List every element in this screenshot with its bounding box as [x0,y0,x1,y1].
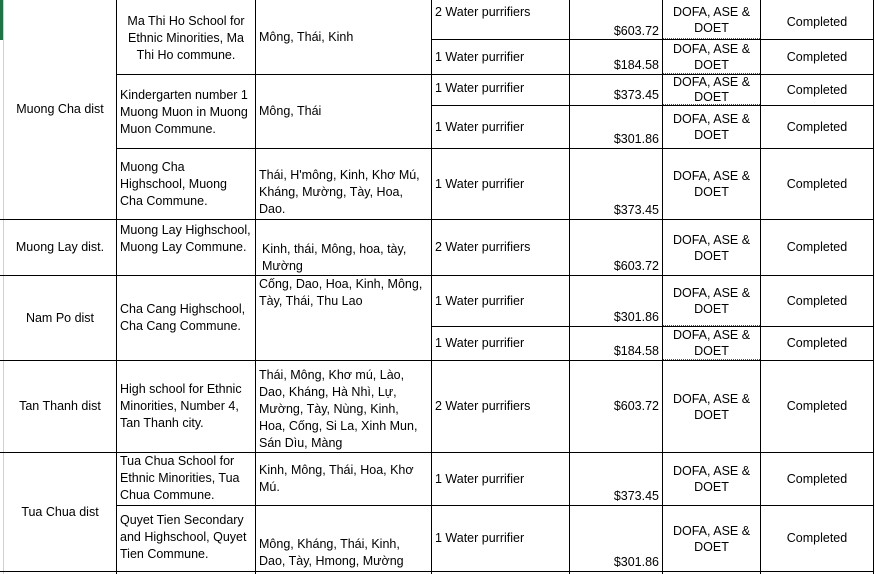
ethnic-cell[interactable]: Mông, Thái, Kinh [259,29,354,44]
item-cell[interactable]: 1 Water purrifier [435,176,525,191]
status-cell[interactable]: Completed [786,50,848,64]
cost-cell[interactable]: $373.45 [613,88,659,102]
item-cell[interactable]: 1 Water purrifier [435,119,525,134]
partner-cell[interactable]: DOFA, ASE & DOET [672,169,751,199]
partner-cell[interactable]: DOFA, ASE & DOET [672,464,751,494]
status-cell[interactable]: Completed [786,531,848,545]
cost-cell[interactable]: $184.58 [613,344,659,358]
item-cell[interactable]: 1 Water purrifier [435,336,525,350]
cost-cell[interactable]: $373.45 [613,489,659,503]
partner-cell[interactable]: DOFA, ASE & DOET [672,232,751,263]
school-cell[interactable]: Muong Cha Highschool, Muong Cha Commune. [120,160,228,208]
cost-cell[interactable]: $373.45 [613,203,659,217]
ethnic-cell[interactable]: Kinh, Mông, Thái, Hoa, Khơ Mú. [259,463,414,494]
partner-cell[interactable]: DOFA, ASE & DOET [672,4,751,35]
cost-cell[interactable]: $184.58 [613,58,659,72]
status-cell[interactable]: Completed [786,82,848,97]
partner-cell[interactable]: DOFA, ASE & DOET [672,286,751,316]
partner-cell[interactable]: DOFA, ASE & DOET [672,523,751,554]
cost-cell[interactable]: $603.72 [613,259,659,273]
district-cell[interactable]: Nam Po dist [25,310,95,325]
status-cell[interactable]: Completed [786,336,848,350]
ethnic-cell[interactable]: Mông, Thái [259,104,322,118]
status-cell[interactable]: Completed [786,293,848,308]
item-cell[interactable]: 1 Water purrifier [435,49,525,64]
grid-line [873,0,874,574]
ethnic-cell[interactable]: Thái, Mông, Khơ mú, Lào, Dao, Kháng, Hà Nhì, Lự, Mường, Tày, Nùng, Kinh, Hoa, Cống, Si La, Xinh Mun, Sán Dìu, Màng [259,368,418,450]
cost-cell[interactable]: $603.72 [613,399,659,413]
school-cell[interactable]: Tua Chua School for Ethnic Minorities, Tua Chua Commune. [120,454,240,502]
school-cell[interactable]: Muong Lay Highschool, Muong Lay Commune. [120,223,251,254]
district-cell[interactable]: Muong Lay dist. [15,240,105,254]
status-cell[interactable]: Completed [786,119,848,134]
school-cell[interactable]: High school for Ethnic Minorities, Number 4, Tan Thanh city. [120,382,242,430]
school-cell[interactable]: Quyet Tien Secondary and Highschool, Quyet Tien Commune. [120,513,247,561]
item-cell[interactable]: 1 Water purrifier [435,531,525,545]
partner-cell[interactable]: DOFA, ASE & DOET [672,41,751,72]
status-cell[interactable]: Completed [786,399,848,413]
cost-cell[interactable]: $301.86 [613,132,659,146]
district-cell[interactable]: Tua Chua dist [21,504,99,519]
status-cell[interactable]: Completed [786,14,848,29]
cost-cell[interactable]: $603.72 [613,24,659,38]
status-cell[interactable]: Completed [786,176,848,191]
partner-cell[interactable]: DOFA, ASE & DOET [672,74,751,104]
district-cell[interactable]: Muong Cha dist [16,102,104,116]
ethnic-cell[interactable]: Mông, Kháng, Thái, Kinh, Dao, Tày, Hmong, Mường [259,537,404,568]
item-cell[interactable]: 1 Water purrifier [435,81,525,95]
partner-cell[interactable]: DOFA, ASE & DOET [672,328,751,358]
grid-line [0,571,874,572]
school-cell[interactable]: Cha Cang Highschool, Cha Cang Commune. [120,302,246,333]
ethnic-cell[interactable]: Thái, H'mông, Kinh, Khơ Mú, Kháng, Mường, Tày, Hoa, Dao. [259,168,420,216]
item-cell[interactable]: 1 Water purrifier [435,471,525,486]
item-cell[interactable]: 2 Water purrifiers [435,240,531,254]
item-cell[interactable]: 2 Water purrifiers [435,399,531,413]
status-cell[interactable]: Completed [786,471,848,486]
item-cell[interactable]: 2 Water purrifiers [435,5,531,19]
ethnic-cell[interactable]: Kinh, thái, Mông, hoa, tày, Mường [262,242,407,273]
partner-cell[interactable]: DOFA, ASE & DOET [672,111,751,142]
item-cell[interactable]: 1 Water purrifier [435,293,525,308]
cost-cell[interactable]: $301.86 [613,555,659,569]
school-cell[interactable]: Kindergarten number 1 Muong Muon in Muong Muon Commune. [120,88,248,136]
status-cell[interactable]: Completed [786,240,848,254]
cost-cell[interactable]: $301.86 [613,310,659,324]
district-cell[interactable]: Tan Thanh dist [19,399,101,413]
ethnic-cell[interactable]: Cống, Dao, Hoa, Kinh, Mông, Tày, Thái, Thu Lao [259,277,423,308]
school-cell[interactable]: Ma Thi Ho School for Ethnic Minorities, Ma Thi Ho commune. [127,14,245,62]
partner-cell[interactable]: DOFA, ASE & DOET [672,391,751,422]
